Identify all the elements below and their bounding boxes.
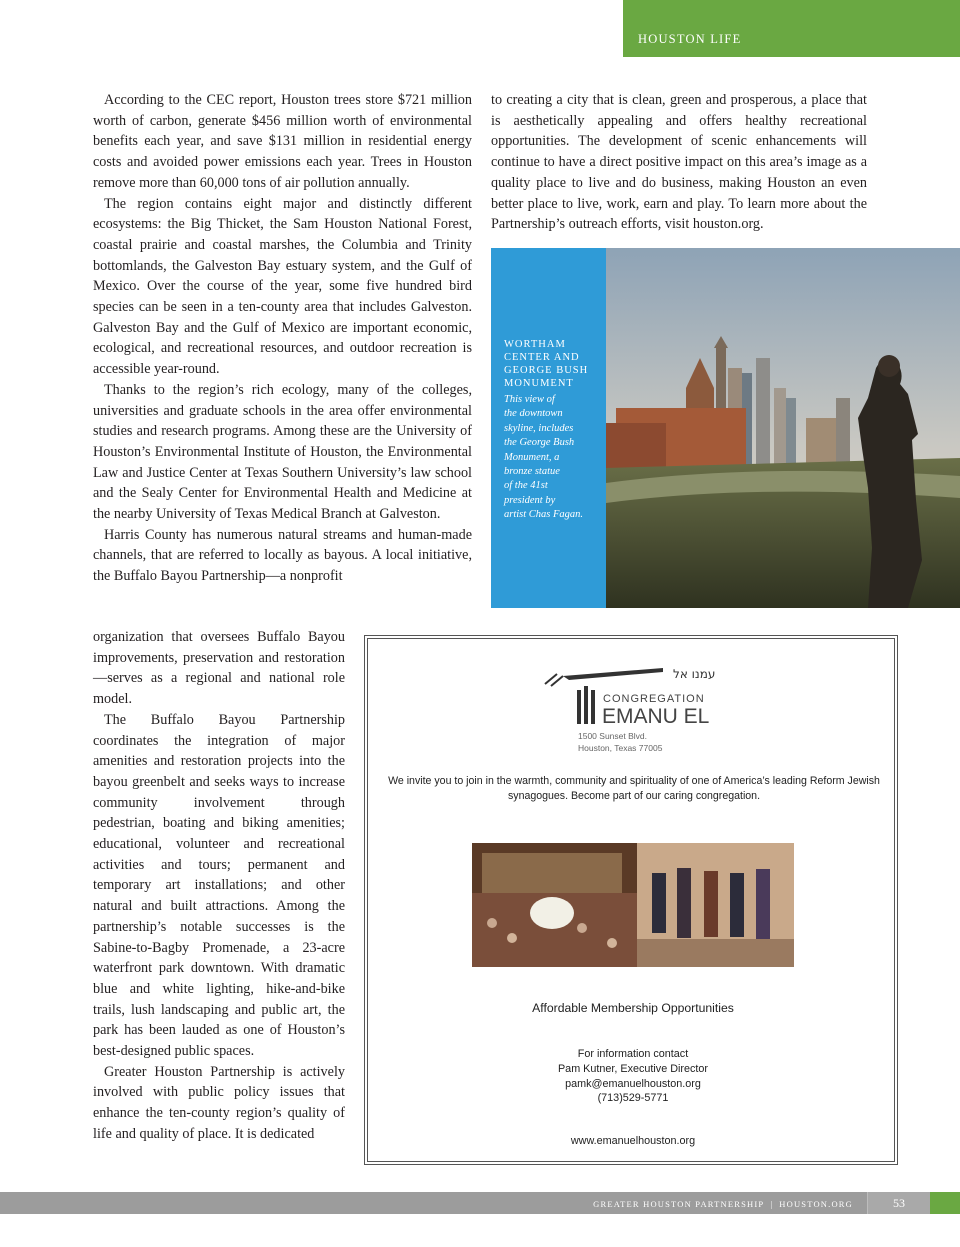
ad-website-link[interactable]: www.emanuelhouston.org xyxy=(570,1135,696,1147)
ad-inner-border xyxy=(367,638,895,1162)
caption-title-line: WORTHAM xyxy=(504,339,566,350)
caption-text-line: bronze statue xyxy=(504,466,560,478)
ad-invite-text: We invite you to join in the warmth, community and spirituality of one of America’s leading Reform Jewish synagogues. Become part of our caring congregation. xyxy=(388,775,880,802)
caption-title-line: GEORGE BUSH xyxy=(504,365,589,376)
ad-contact-block xyxy=(368,1047,898,1106)
congregation-advertisement xyxy=(364,635,898,1165)
section-tab xyxy=(623,0,960,57)
caption-text-line: of the 41st xyxy=(504,480,548,492)
article-paragraph: Harris County has numerous natural streams and human-made channels, that are referred to locally as bayous. A local initiative, the Buffalo Bayou Partnership—a nonprofit xyxy=(93,526,472,585)
caption-title-line: CENTER AND xyxy=(504,352,580,363)
footer-text xyxy=(593,1199,853,1209)
ad-membership-text: Affordable Membership Opportunities xyxy=(532,1001,734,1015)
footer-separator: | xyxy=(770,1199,774,1209)
contact-line: Pam Kutner, Executive Director xyxy=(557,1062,709,1075)
article-paragraph: Thanks to the region’s rich ecology, many of the colleges, universities and graduate schools in the area offer environmental studies and research programs. Among these are the University of Houston’s Environmental Institute of Houston, the Environmental Law and Justice Center at Texas Southern University’s law school and the Sealy Center for Environmental Health and Medicine at the nearby University of Texas Medical Branch at Galveston. xyxy=(93,381,472,523)
page-footer xyxy=(0,1192,960,1214)
article-paragraph: Greater Houston Partnership is actively involved with public policy issues that enhance the ten-county region’s quality of life and quality of place. It is dedicated xyxy=(93,1063,345,1142)
article-column-right xyxy=(491,90,867,235)
skyline-photo xyxy=(606,248,960,608)
caption-title-line: MONUMENT xyxy=(504,378,574,389)
article-paragraph: to creating a city that is clean, green and prosperous, a place that is aesthetically appealing and offers healthy recreational opportunities. The development of scenic enhancements will continue to have a direct positive impact on this area’s image as a quality place to live and do business, making Houston an even better place to live, work, earn and play. To learn more about the Partnership’s outreach efforts, visit houston.org. xyxy=(491,92,867,233)
contact-email[interactable]: pamk@emanuelhouston.org xyxy=(565,1077,701,1090)
photo-caption-title xyxy=(504,338,602,390)
address-line: Houston, Texas 77005 xyxy=(578,743,663,753)
footer-site: HOUSTON.ORG xyxy=(779,1199,853,1209)
page-number: 53 xyxy=(867,1192,930,1214)
congregation-logo xyxy=(543,664,743,759)
skyline-photo-block xyxy=(491,248,960,608)
congregation-photo xyxy=(472,843,794,967)
section-label: HOUSTON LIFE xyxy=(638,32,742,46)
photo-caption-text xyxy=(504,393,602,523)
caption-text-line: the downtown xyxy=(504,408,563,420)
article-column-narrow xyxy=(93,627,345,1145)
article-column-left xyxy=(93,90,472,587)
caption-text-line: Monument, a xyxy=(504,451,560,463)
article-paragraph: According to the CEC report, Houston trees store $721 million worth of carbon, generate $456 million worth of environmental benefits each year, and save $131 million in residential energy costs and avoided power emissions each year. Trees in Houston remove more than 60,000 tons of air pollution annually. xyxy=(93,92,472,191)
caption-text-line: artist Chas Fagan. xyxy=(504,509,584,521)
caption-text-line: skyline, includes xyxy=(504,422,574,434)
article-paragraph: organization that oversees Buffalo Bayou improvements, preservation and restoration—serves as a regional and national role model. xyxy=(93,629,345,708)
footer-publisher: GREATER HOUSTON PARTNERSHIP xyxy=(593,1199,765,1209)
logo-congregation-text: CONGREGATION xyxy=(603,693,705,705)
photo-caption-box xyxy=(491,248,606,608)
caption-text-line: This view of xyxy=(504,394,555,405)
contact-phone: (713)529-5771 xyxy=(597,1092,669,1105)
logo-name-text: EMANU EL xyxy=(602,705,710,728)
article-paragraph: The Buffalo Bayou Partnership coordinates the integration of major amenities and restoration projects into the bayou greenbelt and seeks ways to increase community involvement through pedestrian, boating and biking amenities; educational, volunteer and recreational activities and tours; permanent and temporary art installations; and other natural and built attractions. Among the partnership’s notable successes is the Sabine-to-Bagby Promenade, a 23-acre waterfront park downtown. With dramatic blue and white lighting, hike-and-bike trails, lush landscaping and public art, the park has been lauded as one of Houston’s best-designed public spaces. xyxy=(93,711,345,1060)
contact-line: For information contact xyxy=(577,1048,689,1060)
caption-text-line: the George Bush xyxy=(504,437,575,449)
footer-accent xyxy=(930,1192,960,1214)
hebrew-text: עמנו אל xyxy=(673,667,716,681)
caption-text-line: president by xyxy=(504,494,556,506)
address-line: 1500 Sunset Blvd. xyxy=(578,731,647,741)
article-paragraph: The region contains eight major and distinctly different ecosystems: the Big Thicket, the Sam Houston National Forest, coastal prairie and coastal marshes, the Columbia and Trinity bottomlands, the Galveston Bay estuary system, and the Gulf of Mexico. Over the course of the year, some five hundred bird species can be seen in a ten-county area that includes Galveston. Galveston Bay and the Gulf of Mexico are important economic, ecological, and recreational resources, and outdoor recreation is accessible year-round. xyxy=(93,195,472,378)
